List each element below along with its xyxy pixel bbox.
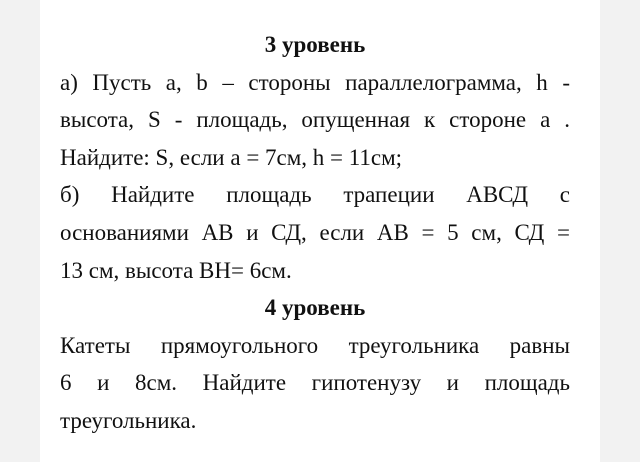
level-3-part-b <box>60 176 570 289</box>
text-line: 13 см, высота ВН= 6см. <box>60 257 292 283</box>
task-text-block <box>60 26 570 440</box>
level-4-heading: 4 уровень <box>264 295 366 321</box>
text-line: б) Найдите площадь трапеции АВСД с <box>60 182 570 208</box>
level-3-part-a <box>60 64 570 177</box>
level-4-task <box>60 327 570 440</box>
document-page <box>40 0 600 462</box>
text-line: Найдите: S, если a = 7см, h = 11см; <box>60 144 403 170</box>
text-line: а) Пусть a, b – стороны параллелограмма, h - <box>60 69 570 95</box>
text-line: треугольника. <box>60 407 197 433</box>
text-line: 6 и 8см. Найдите гипотенузу и площадь <box>60 370 570 396</box>
text-line: Катеты прямоугольного треугольника равны <box>60 332 570 358</box>
level-3-heading: 3 уровень <box>264 32 366 57</box>
text-line: основаниями АВ и СД, если АВ = 5 см, СД = <box>60 219 570 245</box>
text-line: высота, S - площадь, опущенная к стороне a . <box>60 107 570 133</box>
